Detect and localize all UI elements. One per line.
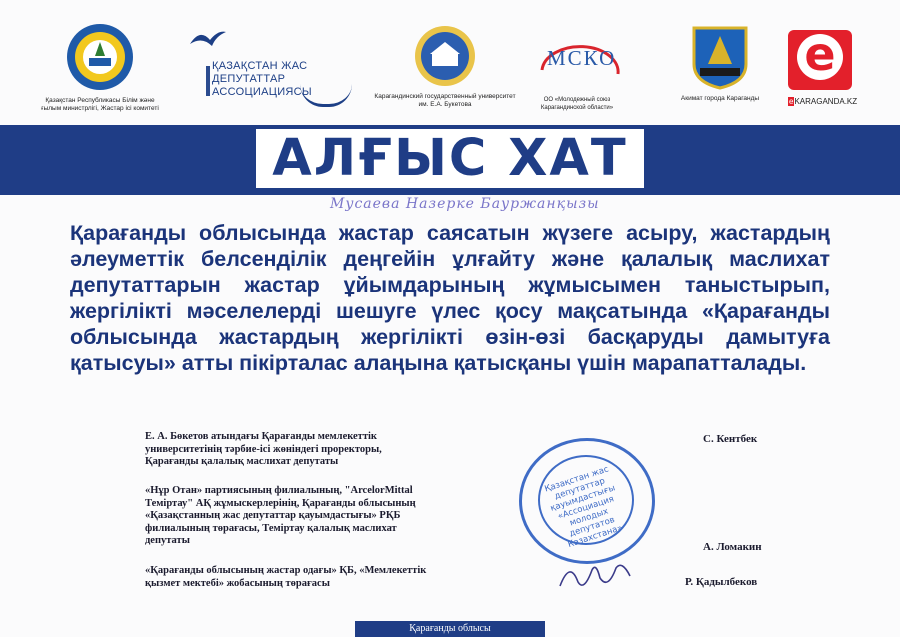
deputies-bar (206, 66, 210, 96)
msko-caption: ОО «Молодежный союз Карагандинской области» (540, 97, 614, 111)
signatory-3-title: «Қарағанды облысының жастар одағы» ҚБ, «Мемлекеттік қызмет мектебі» жобасының төрағасы (145, 565, 427, 589)
bird-icon (188, 26, 228, 50)
signature-icon (556, 556, 636, 596)
signatory-2-name: А. Ломакин (703, 541, 762, 553)
signatory-2-title: «Нұр Отан» партиясының филиалының, "ArcelorMittal Теміртау" АҚ жұмыскерлерінің, Қарағанды облысының «Қазақстанның жас депутаттар қауымдастығы» РҚБ филиалының төрағасы, Теміртау қалалық маслихат депутаты (145, 485, 416, 546)
ministry-emblem-icon (65, 22, 135, 92)
certificate-body-text: Қарағанды облысында жастар саясатын жүзеге асыру, жастардың әлеуметтік белсенділік деңгейін ұлғайту және қалалық маслихат депутаттарын жастар ұйымдарының жұмысымен таныстырып, жергілікті мәселелерді шешуге үлес қосу мақсатында «Қарағанды облысында жастардың жергілікті өзін-өзі басқаруды дамытуға қатысуы» атты пікірталас алаңына қатысқаны үшін марапатталады. (70, 221, 830, 375)
university-caption: Карагандинский государственный университет им. Е.А. Букетова (374, 93, 516, 108)
stamp-text: Қазақстан жас депутаттар қауымдастығы «Ассоциация молодых депутатов Казахстана» (543, 464, 624, 551)
akimat-logo (670, 24, 770, 103)
msko-logo-text: МСКО (547, 46, 617, 70)
ekaraganda-caption-mark: e (789, 97, 794, 106)
university-emblem-icon (414, 24, 476, 88)
footer-band: Қарағанды облысы (355, 621, 545, 637)
akimat-caption: Акимат города Караганды (680, 95, 760, 102)
ministry-logo (40, 22, 160, 113)
ministry-caption: Қазақстан Республикасы Білім және ғылым министрлігі, Жастар ісі комитеті (41, 97, 159, 112)
signatory-1-name: С. Кентбек (703, 433, 758, 445)
ekaraganda-caption (788, 97, 857, 106)
signatory-1-title: Е. А. Бөкетов атындағы Қарағанды мемлекеттік университетінің тәрбие-ісі жөніндегі проректоры, Қарағанды қалалық маслихат депутаты (145, 431, 382, 467)
ekaraganda-logo (788, 27, 852, 90)
ekaraganda-letter: e (797, 34, 843, 80)
signatory-3-name: Р. Қадылбеков (685, 576, 758, 588)
recipient-name: Мусаева Назерке Бауржанқызы (330, 196, 600, 212)
certificate-title-wrap (0, 129, 900, 188)
city-coat-of-arms-icon (690, 24, 750, 90)
official-stamp (519, 438, 655, 564)
certificate-title: АЛҒЫС ХАТ (256, 129, 643, 188)
deputies-swoosh (300, 84, 352, 107)
deputies-logo-text: ҚАЗАҚСТАН ЖАС ДЕПУТАТТАР АССОЦИАЦИЯСЫ (212, 60, 312, 98)
ekaraganda-caption-text: KARAGANDA.KZ (794, 97, 858, 106)
university-logo (370, 24, 520, 109)
